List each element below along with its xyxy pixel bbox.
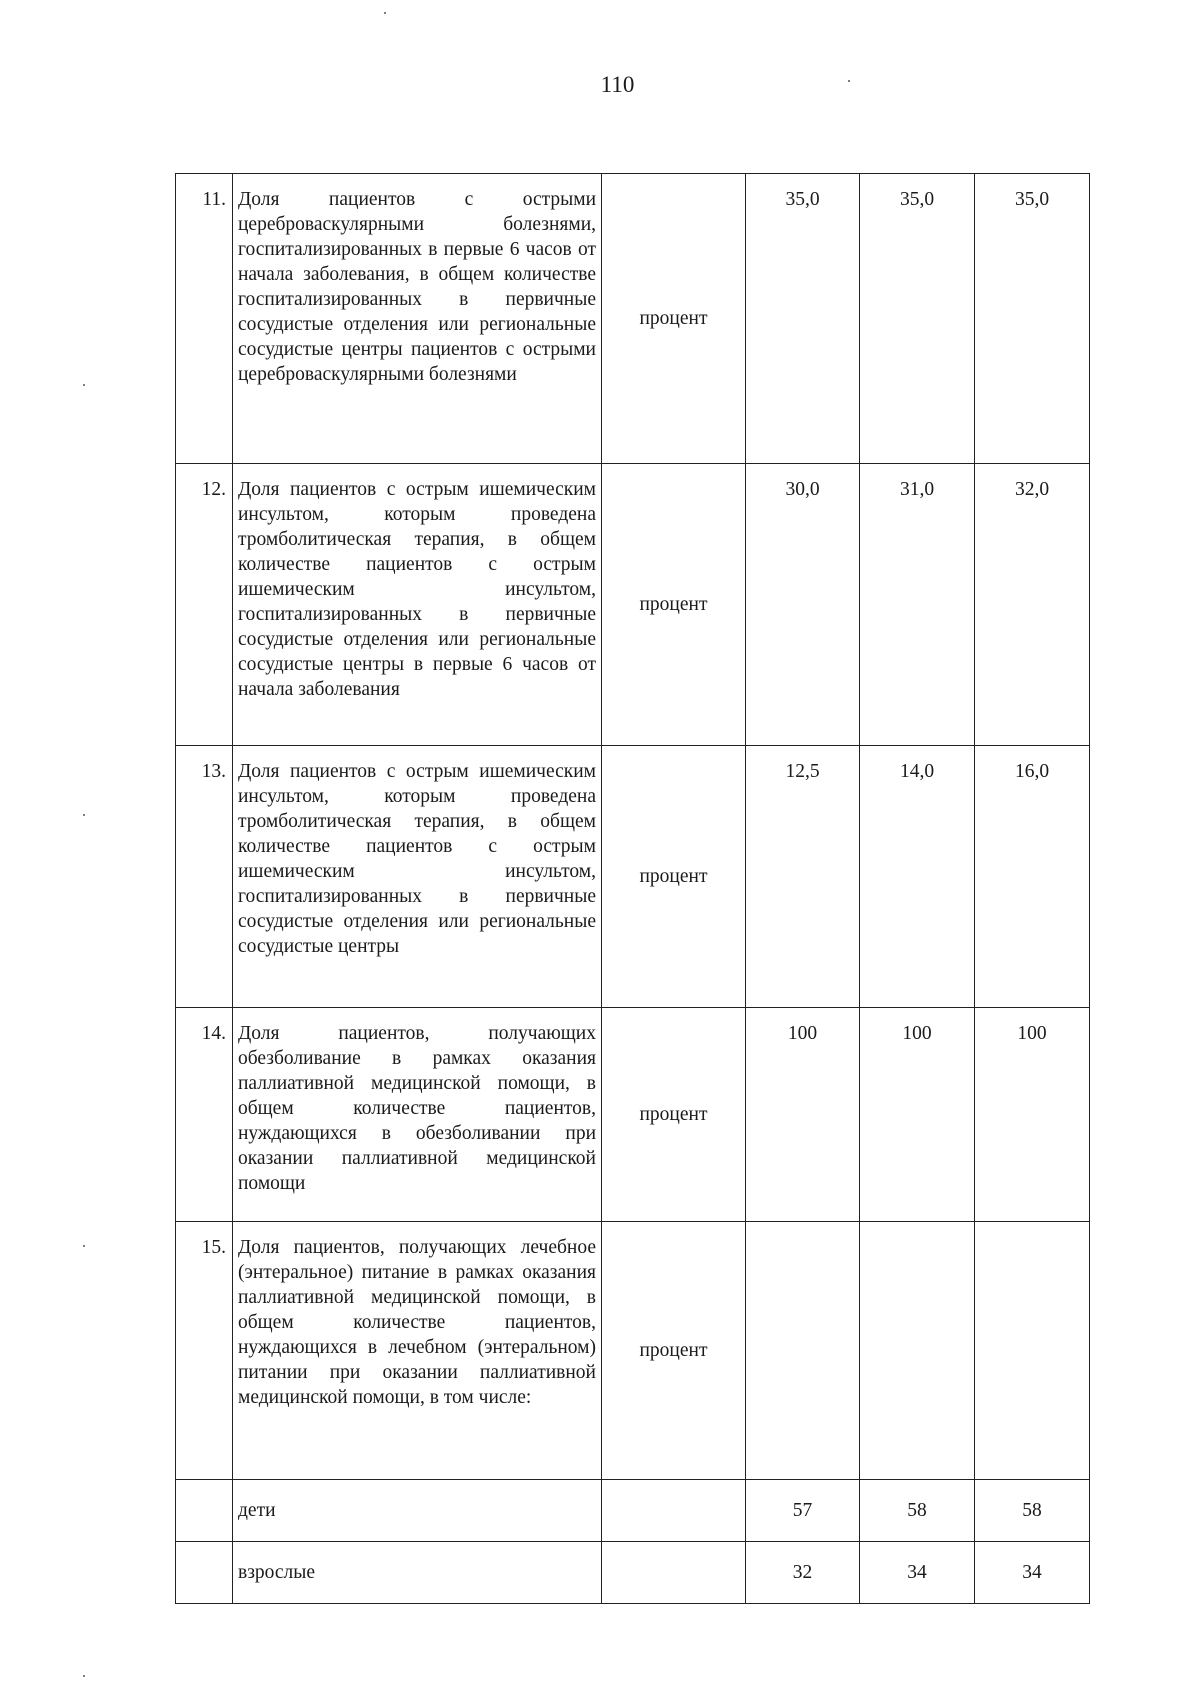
value-year-2: 100: [860, 1008, 975, 1222]
value-year-1: 100: [746, 1008, 860, 1222]
row-number-empty: [176, 1542, 233, 1604]
table-row: [176, 746, 1090, 1008]
value-year-1: 57: [746, 1480, 860, 1542]
unit-cell: процент: [602, 174, 746, 464]
value-year-1: 30,0: [746, 464, 860, 746]
row-number-empty: [176, 1480, 233, 1542]
value-year-3: 16,0: [975, 746, 1090, 1008]
table-row: [176, 464, 1090, 746]
value-year-2: 58: [860, 1480, 975, 1542]
value-year-1: 32: [746, 1542, 860, 1604]
unit-cell: процент: [602, 464, 746, 746]
row-number: 12.: [176, 464, 233, 746]
unit-cell: процент: [602, 746, 746, 1008]
table-subrow: [176, 1480, 1090, 1542]
table-row: [176, 174, 1090, 464]
value-year-1: [746, 1222, 860, 1480]
scan-speck: [83, 384, 85, 386]
indicator-name: Доля пациентов с острым ишемическим инсультом, которым проведена тромболитическая терапия, в общем количестве пациентов с острым ишемическим инсультом, госпитализированных в первичные сосудистые отделения или региональные сосудистые центры в первые 6 часов от начала заболевания: [233, 464, 602, 746]
row-number: 15.: [176, 1222, 233, 1480]
value-year-3: 34: [975, 1542, 1090, 1604]
indicator-table: [175, 173, 1090, 1604]
table-row: [176, 1222, 1090, 1480]
row-number: 14.: [176, 1008, 233, 1222]
scan-speck: [83, 1245, 85, 1247]
value-year-2: 14,0: [860, 746, 975, 1008]
value-year-2: [860, 1222, 975, 1480]
value-year-3: 58: [975, 1480, 1090, 1542]
value-year-3: 100: [975, 1008, 1090, 1222]
table-row: [176, 1008, 1090, 1222]
value-year-3: 32,0: [975, 464, 1090, 746]
value-year-3: [975, 1222, 1090, 1480]
indicator-name: Доля пациентов с острыми цереброваскулярными болезнями, госпитализированных в первые 6 часов от начала заболевания, в общем количестве госпитализированных в первичные сосудистые отделения или региональные сосудистые центры пациентов с острыми цереброваскулярными болезнями: [233, 174, 602, 464]
row-number: 11.: [176, 174, 233, 464]
unit-cell: процент: [602, 1008, 746, 1222]
scan-speck: [384, 12, 386, 14]
indicator-name: Доля пациентов с острым ишемическим инсультом, которым проведена тромболитическая терапия, в общем количестве пациентов с острым ишемическим инсультом, госпитализированных в первичные сосудистые отделения или региональные сосудистые центры: [233, 746, 602, 1008]
scan-speck: [83, 1675, 85, 1677]
value-year-2: 31,0: [860, 464, 975, 746]
value-year-1: 35,0: [746, 174, 860, 464]
table-subrow: [176, 1542, 1090, 1604]
unit-cell-empty: [602, 1542, 746, 1604]
scan-speck: [848, 80, 850, 82]
page-number: 110: [600, 72, 635, 97]
row-number: 13.: [176, 746, 233, 1008]
value-year-3: 35,0: [975, 174, 1090, 464]
unit-cell: процент: [602, 1222, 746, 1480]
indicator-name: Доля пациентов, получающих лечебное (энтеральное) питание в рамках оказания паллиативной медицинской помощи, в общем количестве пациентов, нуждающихся в лечебном (энтеральном) питании при оказании паллиативной медицинской помощи, в том числе:: [233, 1222, 602, 1480]
value-year-1: 12,5: [746, 746, 860, 1008]
unit-cell-empty: [602, 1480, 746, 1542]
subrow-name: дети: [233, 1480, 602, 1542]
value-year-2: 34: [860, 1542, 975, 1604]
indicator-name: Доля пациентов, получающих обезболивание в рамках оказания паллиативной медицинской помощи, в общем количестве пациентов, нуждающихся в обезболивании при оказании паллиативной медицинской помощи: [233, 1008, 602, 1222]
subrow-name: взрослые: [233, 1542, 602, 1604]
scan-speck: [83, 814, 85, 816]
value-year-2: 35,0: [860, 174, 975, 464]
